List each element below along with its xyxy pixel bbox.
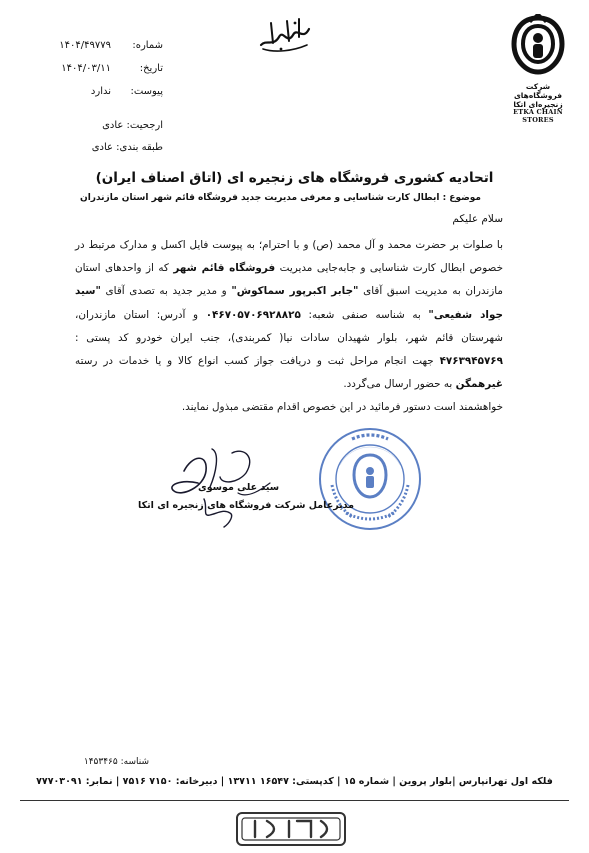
- priority-text: ارجحیت: عادی: [102, 120, 163, 131]
- serial-number: شناسه: ۱۴۵۳۴۶۵: [83, 757, 149, 767]
- body-part-5: و آدرس: استان مازندران، شهرستان قائم شهر، بلوار شهیدان سادات نیا( کمربندی)، جنب ایران خودرو کد پستی :: [75, 308, 503, 344]
- attachment-row: [13, 80, 163, 103]
- attachment-label: پیوست:: [130, 86, 163, 97]
- signatory-title: مدیرعامل شرکت فروشگاه های زنجیره ای اتکا: [138, 500, 355, 511]
- category: غیرهمگن: [455, 378, 503, 391]
- guild-id: ۰۴۶۷۰۵۷۰۶۹۲۸۸۲۵: [205, 308, 301, 321]
- footer-address: فلکه اول تهرانپارس |بلوار پروین | شماره ۱۵ | کدپستی: ۱۶۵۴۷ ۱۳۷۱۱ | دبیرخانه: ۷۱۵۰ ۷۵۱۶ | نمابر: ۷۷۷۰۳۰۹۱: [36, 776, 553, 787]
- attachment-value: ندارد: [90, 86, 111, 97]
- handwritten-signature: [152, 443, 292, 538]
- body-part-2: که از واحدهای استان مازندران به مدیریت اسبق آقای: [75, 262, 503, 298]
- logo-persian-text: شرکت فروشگاه‌های زنجیره‌ای اتکا: [513, 82, 563, 109]
- new-manager: "سید جواد شفیعی": [75, 285, 503, 321]
- letter-title: اتحادیه کشوری فروشگاه های زنجیره ای (اتاق اصناف ایران): [95, 170, 494, 186]
- footer-divider: [20, 800, 569, 801]
- postal-code: ۴۷۶۳۹۴۵۷۶۹: [439, 355, 503, 368]
- subject-text: ابطال کارت شناسایی و معرفی مدیریت جدید فروشگاه قائم شهر استان مازندران: [80, 193, 440, 203]
- body-part-7: به حضور ارسال می‌گردد.: [343, 378, 453, 391]
- previous-manager: "جابر اکبرپور سماکوش": [231, 285, 359, 298]
- etka-footer-logo: [233, 807, 349, 851]
- date-row: [13, 57, 163, 80]
- number-row: [13, 34, 163, 57]
- body-part-6: جهت انجام مراحل ثبت و دریافت جواز کسب انواع کالا و یا خدمات در رسته: [75, 355, 434, 368]
- etka-emblem-icon: [510, 14, 566, 80]
- date-label: تاریخ:: [139, 63, 163, 74]
- greeting: سلام علیکم: [452, 213, 503, 225]
- subject-label: موضوع :: [442, 193, 481, 203]
- body-part-3: و مدیر جدید به تصدی آقای: [105, 285, 227, 298]
- letter-meta: [13, 34, 163, 103]
- body-part-4: به شناسه صنفی شعبه:: [308, 308, 421, 321]
- classification-text: طبقه بندی: عادی: [91, 142, 163, 153]
- number-value: ۱۴۰۴/۴۹۷۷۹: [59, 40, 111, 51]
- etka-logo: [502, 14, 574, 124]
- date-value: ۱۴۰۴/۰۳/۱۱: [61, 63, 111, 74]
- organization-stamp: [316, 425, 424, 533]
- reference-info: [13, 115, 163, 159]
- logo-english-text: ETKA CHAIN STORES: [513, 108, 563, 124]
- signatory-name: سید علی موسوی: [198, 482, 280, 493]
- letter-body: [75, 234, 503, 420]
- store-name: فروشگاه قائم شهر: [173, 262, 276, 275]
- bismillah-calligraphy: [253, 15, 315, 55]
- closing-text: خواهشمند است دستور فرمائید در این خصوص اقدام مقتضی مبذول نمایند.: [181, 401, 503, 414]
- body-part-1: با صلوات بر حضرت محمد و آل محمد (ص) و با احترام؛ به پیوست فایل اکسل و مدارک مرتبط در خصوص ابطال کارت شناسایی و جابه‌جایی مدیریت: [75, 239, 503, 275]
- letter-subject: [80, 193, 481, 203]
- number-label: شماره:: [132, 40, 163, 51]
